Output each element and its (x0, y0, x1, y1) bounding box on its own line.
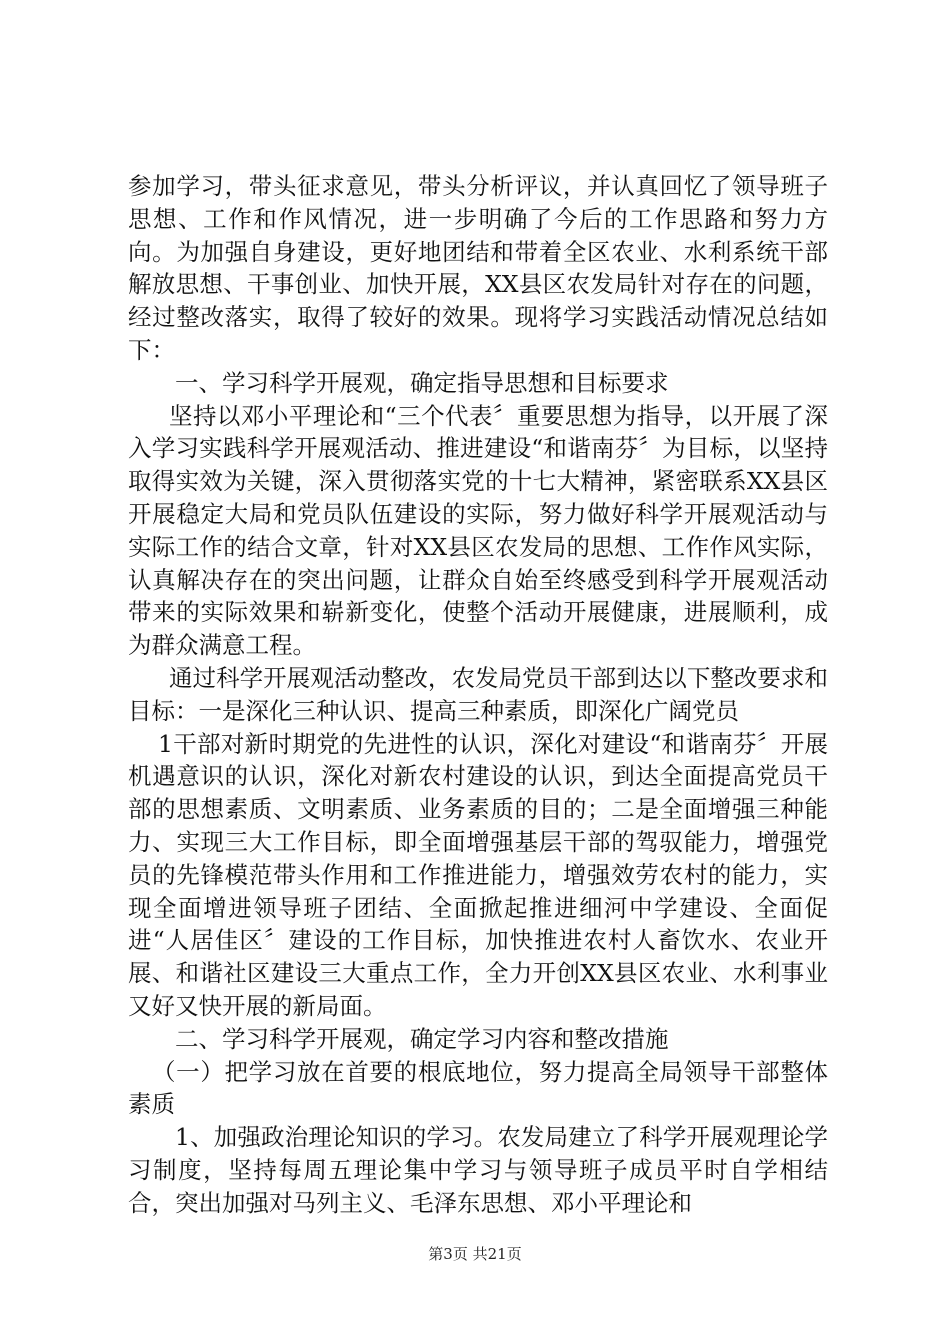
paragraph-rectification-goals: 通过科学开展观活动整改，农发局党员干部到达以下整改要求和目标：一是深化三种认识、提高三种素质，即深化广阔党员 (128, 663, 828, 725)
subsection-heading-1: （一）把学习放在首要的根底地位，努力提高全局领导干部整体素质 (128, 1057, 828, 1119)
section-heading-1: 一、学习科学开展观，确定指导思想和目标要求 (175, 368, 669, 397)
document-body (128, 170, 828, 1220)
paragraph-theory-study: 1、加强政治理论知识的学习。农发局建立了科学开展观理论学习制度，坚持每周五理论集中学习与领导班子成员平时自学相结合，突出加强对马列主义、毛泽东思想、邓小平理论和 (128, 1123, 828, 1217)
page-number-footer: 第3页 共21页 (428, 1245, 522, 1263)
paragraph-intro: 参加学习，带头征求意见，带头分析评议，并认真回忆了领导班子思想、工作和作风情况，进一步明确了今后的工作思路和努力方向。为加强自身建设，更好地团结和带着全区农业、水利系统干部解放思想、干事创业、加快开展，XX县区农发局针对存在的问题，经过整改落实，取得了较好的效果。现将学习实践活动情况总结如下： (128, 172, 828, 364)
section-heading-2: 二、学习科学开展观，确定学习内容和整改措施 (175, 1024, 669, 1053)
paragraph-guiding-thought: 坚持以邓小平理论和“三个代表〞重要思想为指导，以开展了深入学习实践科学开展观活动、推进建设“和谐南芬〞为目标，以坚持取得实效为关键，深入贯彻落实党的十七大精神，紧密联系XX县区开展稳定大局和党员队伍建设的实际，努力做好科学开展观活动与实际工作的结合文章，针对XX县区农发局的思想、工作作风实际，认真解决存在的突出问题，让群众自始至终感受到科学开展观活动带来的实际效果和崭新变化，使整个活动开展健康，进展顺利，成为群众满意工程。 (128, 401, 828, 660)
paragraph-three-understandings: 1干部对新时期党的先进性的认识，深化对建设“和谐南芬〞开展机遇意识的认识，深化对新农村建设的认识，到达全面提高党员干部的思想素质、文明素质、业务素质的目的；二是全面增强三种能力、实现三大工作目标，即全面增强基层干部的驾驭能力，增强党员的先锋模范带头作用和工作推进能力，增强效劳农村的能力，实现全面增进领导班子团结、全面掀起推进细河中学建设、全面促进“人居佳区〞建设的工作目标，加快推进农村人畜饮水、农业开展、和谐社区建设三大重点工作，全力开创XX县区农业、水利事业又好又快开展的新局面。 (128, 729, 828, 1020)
